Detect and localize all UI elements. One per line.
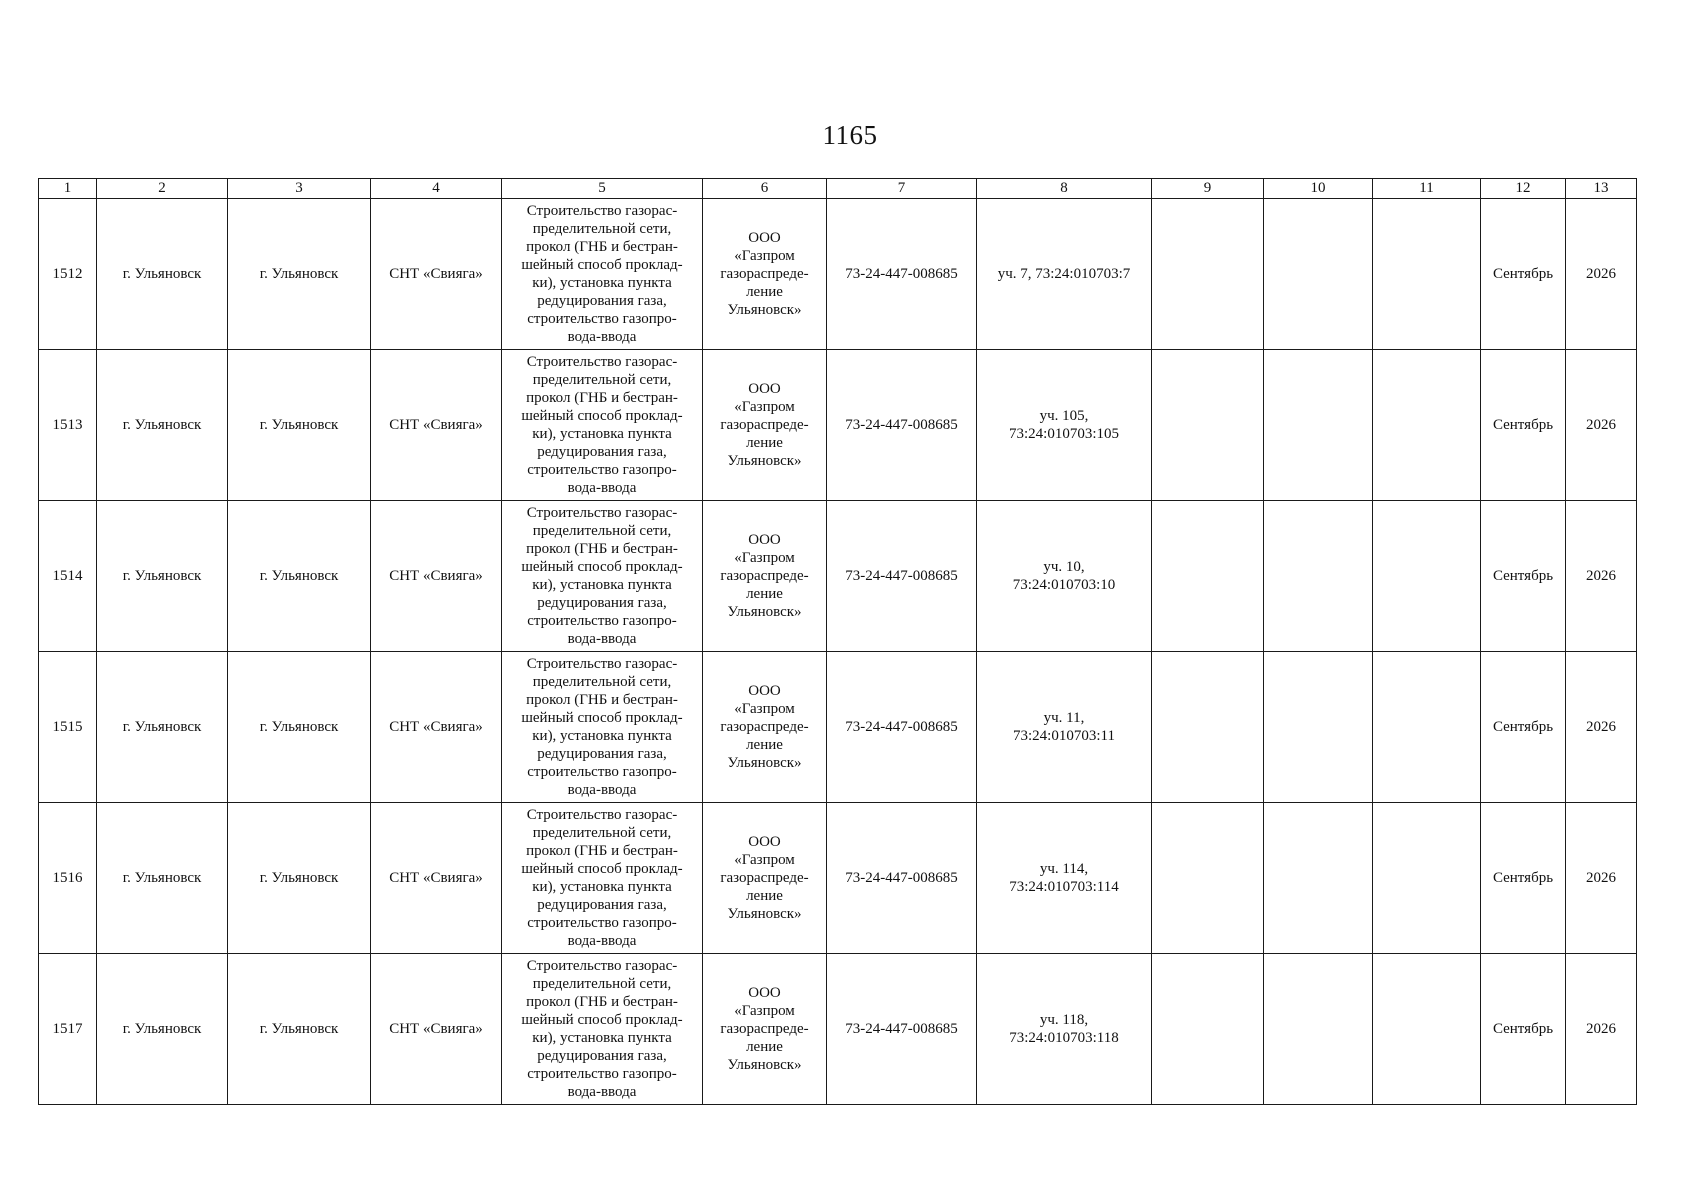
desc-line: ки), установка пункта [532, 275, 672, 291]
desc-line: шейный способ проклад- [521, 559, 683, 575]
desc-line: строительство газопро- [527, 1066, 677, 1082]
table-header [39, 179, 1637, 199]
plot-line: уч. 10, [1043, 559, 1085, 575]
desc-line: редуцирования газа, [537, 595, 667, 611]
desc-line: Строительство газорас- [526, 505, 678, 521]
desc-line: Строительство газорас- [526, 203, 678, 219]
column-header: 2 [97, 179, 228, 199]
org-line: ООО [748, 985, 781, 1001]
desc-line: ки), установка пункта [532, 1030, 672, 1046]
desc-line: пределительной сети, [532, 674, 672, 690]
table-row [39, 954, 1637, 1105]
year-cell: 2026 [1566, 652, 1637, 803]
settlement-cell: г. Ульяновск [228, 501, 371, 652]
desc-line: строительство газопро- [527, 462, 677, 478]
org-line: «Газпром [734, 399, 795, 415]
org-line: «Газпром [734, 852, 795, 868]
desc-line: прокол (ГНБ и бестран- [526, 692, 678, 708]
column-header: 5 [502, 179, 703, 199]
desc-line: шейный способ проклад- [521, 861, 683, 877]
empty-cell-10 [1264, 199, 1373, 350]
register-table [38, 178, 1637, 1105]
column-header: 6 [703, 179, 827, 199]
desc-line: шейный способ проклад- [521, 408, 683, 424]
empty-cell-11 [1373, 350, 1481, 501]
municipality-cell: г. Ульяновск [97, 199, 228, 350]
cadastral-plot-cell [977, 199, 1152, 350]
desc-line: редуцирования газа, [537, 1048, 667, 1064]
desc-line: шейный способ проклад- [521, 710, 683, 726]
registry-code-cell: 73-24-447-008685 [827, 652, 977, 803]
desc-line: ки), установка пункта [532, 426, 672, 442]
work-description-cell [502, 501, 703, 652]
plot-line: 73:24:010703:11 [1013, 728, 1115, 744]
year-cell: 2026 [1566, 350, 1637, 501]
org-line: Ульяновск» [727, 453, 802, 469]
cadastral-plot-cell [977, 652, 1152, 803]
table-row [39, 652, 1637, 803]
org-line: ление [746, 1039, 783, 1055]
desc-line: прокол (ГНБ и бестран- [526, 239, 678, 255]
desc-line: пределительной сети, [532, 221, 672, 237]
registry-code-cell: 73-24-447-008685 [827, 501, 977, 652]
desc-line: вода-ввода [567, 329, 637, 345]
empty-cell-11 [1373, 652, 1481, 803]
org-line: «Газпром [734, 550, 795, 566]
desc-line: пределительной сети, [532, 523, 672, 539]
organization-cell [703, 803, 827, 954]
month-cell: Сентябрь [1481, 350, 1566, 501]
desc-line: пределительной сети, [532, 372, 672, 388]
desc-line: редуцирования газа, [537, 746, 667, 762]
desc-line: Строительство газорас- [526, 354, 678, 370]
registry-code-cell: 73-24-447-008685 [827, 350, 977, 501]
org-line: ООО [748, 834, 781, 850]
empty-cell-11 [1373, 803, 1481, 954]
row-number: 1512 [39, 199, 97, 350]
organization-cell [703, 199, 827, 350]
organization-cell [703, 350, 827, 501]
org-line: газораспреде- [720, 417, 809, 433]
column-header: 1 [39, 179, 97, 199]
plot-line: уч. 118, [1039, 1012, 1089, 1028]
column-header: 7 [827, 179, 977, 199]
work-description-cell [502, 954, 703, 1105]
registry-code-cell: 73-24-447-008685 [827, 803, 977, 954]
cadastral-plot-cell [977, 350, 1152, 501]
cadastral-plot-cell [977, 803, 1152, 954]
desc-line: строительство газопро- [527, 764, 677, 780]
locality-cell: СНТ «Свияга» [371, 803, 502, 954]
header-row [39, 179, 1637, 199]
month-cell: Сентябрь [1481, 652, 1566, 803]
org-line: ление [746, 888, 783, 904]
empty-cell-9 [1152, 501, 1264, 652]
registry-code-cell: 73-24-447-008685 [827, 954, 977, 1105]
organization-cell [703, 954, 827, 1105]
work-description-cell [502, 803, 703, 954]
desc-line: Строительство газорас- [526, 656, 678, 672]
org-line: газораспреде- [720, 719, 809, 735]
month-cell: Сентябрь [1481, 199, 1566, 350]
desc-line: вода-ввода [567, 1084, 637, 1100]
month-cell: Сентябрь [1481, 501, 1566, 652]
empty-cell-10 [1264, 803, 1373, 954]
empty-cell-10 [1264, 954, 1373, 1105]
plot-line: уч. 11, [1043, 710, 1085, 726]
column-header: 11 [1373, 179, 1481, 199]
desc-line: шейный способ проклад- [521, 257, 683, 273]
locality-cell: СНТ «Свияга» [371, 350, 502, 501]
plot-line: 73:24:010703:105 [1008, 426, 1119, 442]
work-description-cell [502, 350, 703, 501]
municipality-cell: г. Ульяновск [97, 350, 228, 501]
municipality-cell: г. Ульяновск [97, 803, 228, 954]
org-line: Ульяновск» [727, 755, 802, 771]
year-cell: 2026 [1566, 199, 1637, 350]
row-number: 1513 [39, 350, 97, 501]
org-line: Ульяновск» [727, 604, 802, 620]
month-cell: Сентябрь [1481, 803, 1566, 954]
org-line: Ульяновск» [727, 906, 802, 922]
settlement-cell: г. Ульяновск [228, 199, 371, 350]
column-header: 9 [1152, 179, 1264, 199]
empty-cell-10 [1264, 350, 1373, 501]
desc-line: вода-ввода [567, 933, 637, 949]
empty-cell-10 [1264, 652, 1373, 803]
page-number: 1165 [822, 120, 878, 150]
empty-cell-11 [1373, 954, 1481, 1105]
desc-line: строительство газопро- [527, 915, 677, 931]
empty-cell-9 [1152, 954, 1264, 1105]
municipality-cell: г. Ульяновск [97, 954, 228, 1105]
organization-cell [703, 501, 827, 652]
table-row [39, 803, 1637, 954]
table-body [39, 199, 1637, 1105]
municipality-cell: г. Ульяновск [97, 652, 228, 803]
desc-line: прокол (ГНБ и бестран- [526, 994, 678, 1010]
desc-line: вода-ввода [567, 782, 637, 798]
org-line: газораспреде- [720, 870, 809, 886]
column-header: 8 [977, 179, 1152, 199]
desc-line: ки), установка пункта [532, 577, 672, 593]
table-row [39, 501, 1637, 652]
desc-line: Строительство газорас- [526, 807, 678, 823]
desc-line: прокол (ГНБ и бестран- [526, 390, 678, 406]
org-line: ООО [748, 683, 781, 699]
year-cell: 2026 [1566, 954, 1637, 1105]
org-line: газораспреде- [720, 266, 809, 282]
desc-line: редуцирования газа, [537, 444, 667, 460]
settlement-cell: г. Ульяновск [228, 954, 371, 1105]
month-cell: Сентябрь [1481, 954, 1566, 1105]
desc-line: Строительство газорас- [526, 958, 678, 974]
empty-cell-9 [1152, 803, 1264, 954]
settlement-cell: г. Ульяновск [228, 803, 371, 954]
desc-line: пределительной сети, [532, 976, 672, 992]
column-header: 12 [1481, 179, 1566, 199]
settlement-cell: г. Ульяновск [228, 652, 371, 803]
plot-line: уч. 105, [1039, 408, 1089, 424]
column-header: 3 [228, 179, 371, 199]
column-header: 4 [371, 179, 502, 199]
locality-cell: СНТ «Свияга» [371, 501, 502, 652]
plot-line: уч. 7, 73:24:010703:7 [997, 266, 1131, 282]
locality-cell: СНТ «Свияга» [371, 652, 502, 803]
org-line: ление [746, 586, 783, 602]
cadastral-plot-cell [977, 954, 1152, 1105]
empty-cell-9 [1152, 652, 1264, 803]
org-line: Ульяновск» [727, 1057, 802, 1073]
org-line: «Газпром [734, 248, 795, 264]
table-row [39, 199, 1637, 350]
org-line: ление [746, 737, 783, 753]
desc-line: пределительной сети, [532, 825, 672, 841]
desc-line: вода-ввода [567, 631, 637, 647]
desc-line: вода-ввода [567, 480, 637, 496]
empty-cell-9 [1152, 350, 1264, 501]
desc-line: прокол (ГНБ и бестран- [526, 541, 678, 557]
cadastral-plot-cell [977, 501, 1152, 652]
desc-line: шейный способ проклад- [521, 1012, 683, 1028]
desc-line: редуцирования газа, [537, 897, 667, 913]
row-number: 1516 [39, 803, 97, 954]
desc-line: строительство газопро- [527, 613, 677, 629]
settlement-cell: г. Ульяновск [228, 350, 371, 501]
org-line: ление [746, 435, 783, 451]
plot-line: 73:24:010703:118 [1009, 1030, 1119, 1046]
column-header: 13 [1566, 179, 1637, 199]
empty-cell-11 [1373, 199, 1481, 350]
org-line: «Газпром [734, 1003, 795, 1019]
empty-cell-9 [1152, 199, 1264, 350]
org-line: газораспреде- [720, 1021, 809, 1037]
work-description-cell [502, 652, 703, 803]
registry-code-cell: 73-24-447-008685 [827, 199, 977, 350]
locality-cell: СНТ «Свияга» [371, 199, 502, 350]
row-number: 1515 [39, 652, 97, 803]
organization-cell [703, 652, 827, 803]
work-description-cell [502, 199, 703, 350]
desc-line: ки), установка пункта [532, 879, 672, 895]
row-number: 1514 [39, 501, 97, 652]
empty-cell-10 [1264, 501, 1373, 652]
empty-cell-11 [1373, 501, 1481, 652]
locality-cell: СНТ «Свияга» [371, 954, 502, 1105]
year-cell: 2026 [1566, 501, 1637, 652]
table-row [39, 350, 1637, 501]
column-header: 10 [1264, 179, 1373, 199]
plot-line: уч. 114, [1039, 861, 1089, 877]
municipality-cell: г. Ульяновск [97, 501, 228, 652]
plot-line: 73:24:010703:10 [1012, 577, 1116, 593]
plot-line: 73:24:010703:114 [1009, 879, 1119, 895]
desc-line: ки), установка пункта [532, 728, 672, 744]
desc-line: прокол (ГНБ и бестран- [526, 843, 678, 859]
org-line: ООО [748, 532, 781, 548]
desc-line: редуцирования газа, [537, 293, 667, 309]
org-line: ление [746, 284, 783, 300]
org-line: ООО [748, 230, 781, 246]
year-cell: 2026 [1566, 803, 1637, 954]
desc-line: строительство газопро- [527, 311, 677, 327]
org-line: «Газпром [734, 701, 795, 717]
org-line: Ульяновск» [727, 302, 802, 318]
org-line: газораспреде- [720, 568, 809, 584]
org-line: ООО [748, 381, 781, 397]
row-number: 1517 [39, 954, 97, 1105]
